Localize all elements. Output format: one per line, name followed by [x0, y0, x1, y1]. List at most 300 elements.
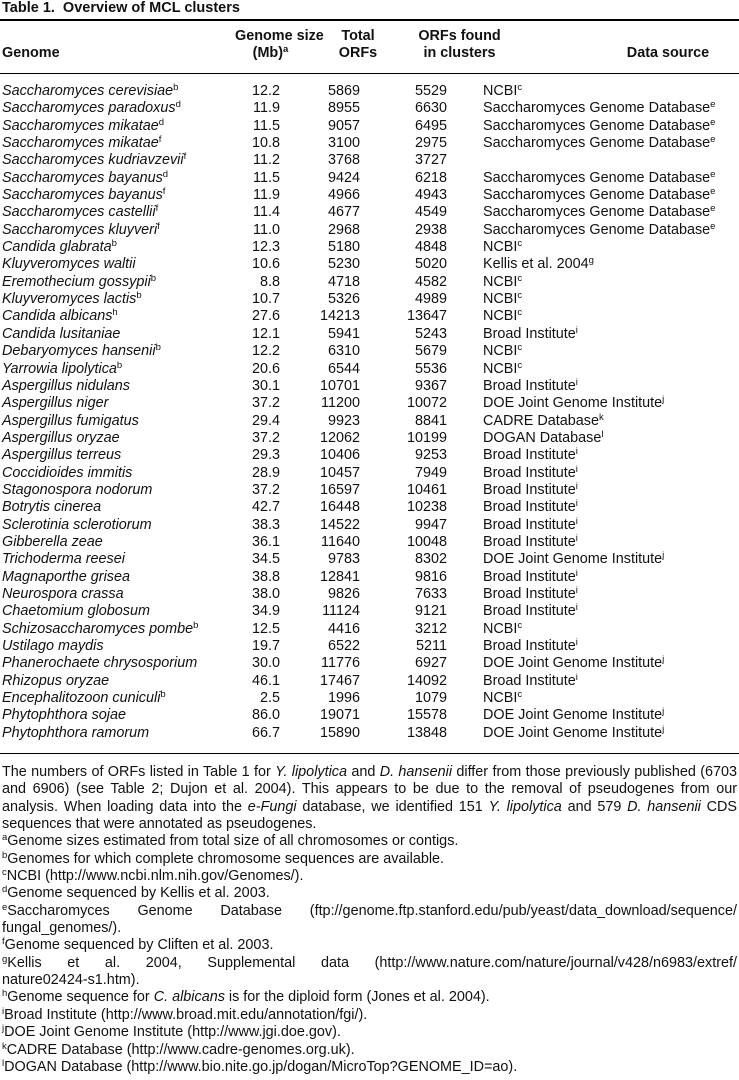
cell-data-source: DOE Joint Genome Institute$^j$ — [483, 706, 665, 724]
cell-genome: Stagonospora nodorum — [2, 481, 153, 498]
table-row — [0, 170, 739, 187]
footnote-marker: i — [575, 463, 578, 475]
cell-spacer — [447, 256, 483, 273]
cell-data-source: NCBI$^c$ — [483, 290, 523, 308]
cell-genome: Trichoderma reesei — [2, 551, 125, 568]
footnote-g-continued: nature02424-s1.htm). — [2, 972, 140, 989]
cell-data-source: NCBI$^c$ — [483, 238, 523, 256]
cell-genome: Botrytis cinerea — [2, 499, 102, 516]
footnote-marker: b — [173, 82, 179, 93]
cell-spacer — [447, 378, 483, 395]
cell-data-source: Kellis et al. 2004$^g$ — [483, 255, 594, 273]
table-row — [0, 534, 739, 551]
cell-total-orfs: 12841 — [319, 568, 360, 585]
cell-spacer — [447, 569, 483, 586]
cell-total-orfs: 3100 — [327, 135, 360, 152]
cell-genome-size: 11.9 — [253, 100, 280, 117]
cell-genome: Aspergillus nidulans — [2, 377, 130, 394]
table-row — [0, 482, 739, 499]
cell-orfs-in-clusters: 7949 — [414, 464, 447, 481]
cell-genome-size: 11.5 — [253, 169, 280, 186]
footnote-marker: d — [162, 168, 169, 180]
cell-genome-size: 12.2 — [251, 343, 280, 360]
cell-data-source: Saccharomyces Genome Database$^e$ — [483, 203, 716, 221]
footnote-d: $^d$Genome sequenced by Kellis et al. 2003. — [2, 884, 270, 902]
cell-data-source: DOE Joint Genome Institute$^j$ — [483, 654, 665, 672]
cell-genome-size: 12.2 — [251, 83, 280, 99]
cell-orfs-in-clusters: 2938 — [414, 221, 447, 238]
cell-genome-size: 10.7 — [251, 291, 280, 308]
cell-genome: Saccharomyces paradoxus$^d$ — [2, 99, 181, 117]
cell-genome-size: 2.5 — [259, 690, 280, 707]
cell-spacer — [447, 152, 483, 169]
cell-data-source: Broad Institute$^i$ — [483, 515, 578, 533]
cell-orfs-in-clusters: 13647 — [406, 308, 447, 325]
cell-data-source: Broad Institute$^i$ — [483, 463, 578, 481]
cell-total-orfs: 6544 — [327, 360, 360, 377]
cell-orfs-in-clusters: 2975 — [414, 135, 447, 152]
cell-orfs-in-clusters: 3212 — [414, 620, 447, 637]
header-data-source: Data source — [626, 44, 710, 61]
cell-total-orfs: 16597 — [319, 481, 360, 498]
footnote-j: $^j$DOE Joint Genome Institute (http://www.jgi.doe.gov). — [2, 1023, 341, 1041]
footnote-marker: b — [160, 689, 166, 701]
cell-total-orfs: 17467 — [319, 672, 360, 689]
cell-total-orfs: 10457 — [319, 464, 360, 481]
header-genome: Genome — [2, 44, 60, 61]
cell-spacer — [447, 534, 483, 551]
cell-data-source: Broad Institute$^i$ — [483, 671, 578, 689]
cell-genome-size: 12.5 — [251, 620, 280, 637]
cell-orfs-in-clusters: 15578 — [406, 707, 447, 724]
cell-genome-size: 38.3 — [251, 516, 280, 533]
notes-intro: The numbers of ORFs listed in Table 1 for Y. lipolytica and D. hansenii differ from those previously published (6703 and 6906) (see Table 2; Dujon et al. 2004). This appears to be due to the removal of pseudogenes from our analysis. When loading data into the e-Fungi database, we identified 151 Y. lipolytica and 579 D. hansenii CDS sequences that were annotated as pseudogenes. — [2, 764, 738, 833]
table-label: Table 1. — [2, 0, 55, 16]
cell-data-source: NCBI$^c$ — [483, 619, 523, 637]
footnote-marker: b — [111, 238, 117, 250]
footnote-marker: j — [662, 550, 665, 562]
cell-spacer — [447, 308, 483, 325]
cell-genome-size: 46.1 — [251, 672, 280, 689]
footnote-marker: i — [575, 637, 578, 648]
cell-data-source: Saccharomyces Genome Database$^e$ — [483, 186, 716, 204]
table-title: Overview of MCL clusters — [62, 0, 240, 16]
cell-total-orfs: 10701 — [319, 377, 360, 394]
footnote-marker: e — [710, 186, 716, 198]
cell-spacer — [447, 517, 483, 534]
table-row — [0, 465, 739, 482]
header-row — [0, 28, 739, 61]
table-row — [0, 673, 739, 690]
cell-data-source: NCBI$^c$ — [483, 689, 523, 707]
cell-spacer — [447, 361, 483, 378]
cell-genome-size: 86.0 — [251, 707, 280, 724]
footnote-marker: i — [575, 376, 578, 388]
table-row — [0, 603, 739, 620]
header-rule — [0, 73, 739, 74]
header-orfs-in-clusters: ORFs found in clusters — [418, 28, 501, 61]
table-row — [0, 569, 739, 586]
footnote-marker: c — [517, 272, 523, 284]
footnote-marker: i — [575, 498, 578, 510]
table-row — [0, 152, 739, 169]
footnote-marker: e — [710, 203, 716, 215]
cell-orfs-in-clusters: 9816 — [414, 568, 447, 585]
cell-genome-size: 36.1 — [251, 533, 280, 550]
footnote-k: $^k$CADRE Database (http://www.cadre-genomes.org.uk). — [2, 1040, 355, 1058]
cell-genome: Debaryomyces hansenii$^b$ — [2, 342, 161, 360]
cell-orfs-in-clusters: 6495 — [414, 117, 447, 134]
cell-total-orfs: 14213 — [319, 308, 360, 325]
footnote-marker: i — [575, 567, 578, 579]
footnote-marker: e — [710, 220, 716, 232]
cell-genome-size: 10.8 — [251, 135, 280, 152]
cell-genome-size: 12.3 — [251, 239, 280, 256]
cell-genome-size: 11.5 — [253, 117, 280, 134]
footnote-f: $^f$Genome sequenced by Cliften et al. 2003. — [2, 936, 274, 954]
footnote-marker: b — [116, 359, 123, 371]
cell-data-source: Saccharomyces Genome Database$^e$ — [483, 220, 716, 238]
cell-data-source: Broad Institute$^i$ — [483, 602, 578, 620]
footnote-marker: e — [710, 116, 716, 128]
cell-total-orfs: 3768 — [327, 152, 360, 169]
cell-total-orfs: 11200 — [321, 395, 360, 412]
table-row — [0, 551, 739, 568]
cell-genome-size: 11.4 — [253, 204, 280, 221]
cell-orfs-in-clusters: 4549 — [414, 204, 447, 221]
cell-total-orfs: 9057 — [327, 117, 360, 134]
cell-total-orfs: 9424 — [327, 169, 360, 186]
cell-orfs-in-clusters: 5020 — [414, 256, 447, 273]
cell-genome: Magnaporthe grisea — [2, 568, 130, 585]
cell-data-source: Broad Institute$^i$ — [483, 324, 578, 342]
table-row — [0, 690, 739, 707]
cell-orfs-in-clusters: 10048 — [406, 533, 447, 550]
cell-data-source: Broad Institute$^i$ — [483, 584, 578, 602]
cell-genome-size: 10.6 — [251, 256, 280, 273]
cell-genome: Aspergillus niger — [2, 395, 109, 412]
cell-genome: Aspergillus oryzae — [2, 429, 120, 446]
cell-orfs-in-clusters: 3727 — [414, 152, 447, 169]
cell-spacer — [447, 655, 483, 672]
table-row — [0, 204, 739, 221]
cell-data-source: DOE Joint Genome Institute$^j$ — [483, 550, 665, 568]
cell-spacer — [447, 638, 483, 655]
cell-total-orfs: 5941 — [327, 325, 360, 342]
table-row — [0, 256, 739, 273]
cell-orfs-in-clusters: 14092 — [406, 672, 447, 689]
cell-genome-size: 38.8 — [251, 568, 280, 585]
footnote-marker: c — [517, 689, 523, 701]
footnote-marker: j — [662, 723, 665, 735]
footnote-c: $^c$NCBI (http://www.ncbi.nlm.nih.gov/Genomes/). — [2, 867, 304, 885]
footnote-marker: f — [155, 203, 159, 215]
footnote-marker: f — [162, 186, 166, 198]
table-row — [0, 222, 739, 239]
table-row — [0, 100, 739, 117]
cell-spacer — [447, 83, 483, 100]
cell-spacer — [447, 430, 483, 447]
cell-genome: Saccharomyces bayanus$^d$ — [2, 168, 169, 186]
cell-total-orfs: 8955 — [327, 100, 360, 117]
table-body — [0, 83, 739, 742]
cell-data-source: DOE Joint Genome Institute$^j$ — [483, 394, 665, 412]
cell-genome-size: 12.1 — [251, 325, 280, 342]
table-row — [0, 291, 739, 308]
cell-total-orfs: 6310 — [327, 343, 360, 360]
cell-spacer — [447, 395, 483, 412]
cell-data-source: Broad Institute$^i$ — [483, 637, 578, 654]
table-row — [0, 725, 739, 742]
table-row — [0, 517, 739, 534]
cell-total-orfs: 5869 — [327, 83, 360, 99]
cell-orfs-in-clusters: 5679 — [414, 343, 447, 360]
table-row — [0, 395, 739, 412]
cell-spacer — [447, 187, 483, 204]
cell-orfs-in-clusters: 10238 — [406, 499, 447, 516]
footnote-marker: i — [575, 602, 578, 614]
cell-total-orfs: 14522 — [319, 516, 360, 533]
cell-genome: Candida glabrata$^b$ — [2, 238, 117, 256]
cell-total-orfs: 11776 — [321, 655, 360, 672]
header-total-orfs: Total ORFs — [338, 28, 378, 61]
footnote-marker: i — [575, 515, 578, 527]
footnote-marker: i — [575, 446, 578, 458]
cell-genome: Sclerotinia sclerotiorum — [2, 516, 152, 533]
cell-orfs-in-clusters: 6218 — [414, 169, 447, 186]
cell-data-source: Broad Institute$^i$ — [483, 498, 578, 516]
cell-genome: Ustilago maydis — [2, 638, 104, 654]
cell-total-orfs: 12062 — [319, 429, 360, 446]
cell-genome-size: 11.0 — [253, 221, 280, 238]
cell-data-source: Saccharomyces Genome Database$^e$ — [483, 99, 716, 117]
cell-data-source: Broad Institute$^i$ — [483, 446, 578, 464]
cell-orfs-in-clusters: 4943 — [414, 187, 447, 204]
cell-data-source: Broad Institute$^i$ — [483, 532, 578, 550]
cell-genome: Eremothecium gossypii$^b$ — [2, 272, 157, 290]
footnote-marker: e — [710, 168, 716, 180]
footnote-marker: b — [155, 342, 161, 354]
cell-spacer — [447, 135, 483, 152]
cell-total-orfs: 16448 — [319, 499, 360, 516]
cell-orfs-in-clusters: 5529 — [414, 83, 447, 99]
cell-genome: Phytophthora ramorum — [2, 724, 150, 741]
table-row — [0, 378, 739, 395]
cell-total-orfs: 11124 — [322, 603, 360, 620]
footnote-marker: j — [662, 654, 665, 666]
table-caption — [2, 0, 240, 17]
cell-genome-size: 29.3 — [251, 447, 280, 464]
cell-data-source: NCBI$^c$ — [483, 342, 523, 360]
footnote-marker: i — [575, 324, 578, 336]
cell-total-orfs: 2968 — [327, 221, 360, 238]
footnote-marker: b — [193, 619, 199, 631]
cell-genome: Encephalitozoon cuniculi$^b$ — [2, 689, 166, 707]
footnote-h: $^h$Genome sequence for C. albicans is for the diploid form (Jones et al. 2004). — [2, 988, 490, 1006]
cell-total-orfs: 5326 — [327, 291, 360, 308]
footnote-marker: f — [183, 151, 187, 163]
table-row — [0, 430, 739, 447]
cell-genome: Saccharomyces kudriavzevii$^f$ — [2, 151, 187, 169]
footnote-marker: d — [158, 116, 165, 128]
cell-spacer — [447, 690, 483, 707]
cell-orfs-in-clusters: 10072 — [406, 395, 447, 412]
cell-spacer — [447, 482, 483, 499]
cell-genome-size: 27.6 — [251, 308, 280, 325]
footnote-e-continued: fungal_genomes/). — [2, 920, 122, 937]
cell-genome: Rhizopus oryzae — [2, 672, 110, 689]
cell-genome-size: 66.7 — [251, 724, 280, 741]
table-notes — [2, 764, 737, 1076]
cell-total-orfs: 6522 — [327, 638, 360, 654]
cell-total-orfs: 15890 — [319, 724, 360, 741]
cell-data-source: NCBI$^c$ — [483, 307, 523, 325]
table-row — [0, 239, 739, 256]
cell-data-source: Saccharomyces Genome Database$^e$ — [483, 116, 716, 134]
cell-genome: Phanerochaete chrysosporium — [2, 655, 198, 672]
footnote-marker: c — [517, 82, 523, 93]
cell-genome: Kluyveromyces lactis$^b$ — [2, 290, 142, 308]
cell-genome: Coccidioides immitis — [2, 464, 133, 481]
cell-spacer — [447, 673, 483, 690]
cell-genome-size: 30.0 — [251, 655, 280, 672]
data-table — [0, 83, 739, 742]
cell-spacer — [447, 343, 483, 360]
cell-spacer — [447, 100, 483, 117]
footnote-marker: b — [136, 290, 142, 302]
table-row — [0, 447, 739, 464]
table-row — [0, 499, 739, 516]
cell-spacer — [447, 222, 483, 239]
cell-total-orfs: 1996 — [327, 690, 360, 707]
footnote-marker: j — [662, 706, 665, 718]
footnote-marker: g — [588, 255, 594, 267]
cell-genome: Schizosaccharomyces pombe$^b$ — [2, 619, 199, 637]
cell-genome-size: 8.8 — [259, 273, 280, 290]
footnote-marker: f — [158, 134, 162, 146]
cell-orfs-in-clusters: 9253 — [414, 447, 447, 464]
table-row — [0, 118, 739, 135]
cell-spacer — [447, 291, 483, 308]
cell-genome: Candida lusitaniae — [2, 325, 121, 342]
footnote-marker: e — [710, 99, 716, 111]
cell-spacer — [447, 465, 483, 482]
footnote-marker: c — [517, 619, 523, 631]
footnote-a: $^a$Genome sizes estimated from total size of all chromosomes or contigs. — [2, 832, 459, 850]
cell-genome: Kluyveromyces waltii — [2, 256, 136, 273]
cell-spacer — [447, 274, 483, 291]
cell-orfs-in-clusters: 5536 — [414, 360, 447, 377]
cell-genome-size: 11.2 — [253, 152, 280, 169]
cell-spacer — [447, 707, 483, 724]
cell-genome-size: 37.2 — [251, 429, 280, 446]
cell-genome-size: 20.6 — [251, 360, 280, 377]
header-genome-size: Genome size $(Mb)^a$ — [235, 28, 324, 61]
table-row — [0, 135, 739, 152]
cell-data-source: Broad Institute$^i$ — [483, 480, 578, 498]
cell-data-source: Saccharomyces Genome Database$^e$ — [483, 134, 716, 152]
cell-genome-size: 19.7 — [251, 638, 280, 654]
cell-data-source — [483, 152, 739, 169]
footnote-marker: f — [157, 220, 160, 232]
cell-data-source: Broad Institute$^i$ — [483, 567, 578, 585]
cell-orfs-in-clusters: 5211 — [416, 638, 447, 654]
cell-data-source: DOE Joint Genome Institute$^j$ — [483, 723, 665, 741]
cell-genome: Saccharomyces cerevisiae$^b$ — [2, 82, 179, 99]
cell-genome: Phytophthora sojae — [2, 707, 127, 724]
cell-spacer — [447, 239, 483, 256]
footnote-i: $^i$Broad Institute (http://www.broad.mit.edu/annotation/fgi/). — [2, 1005, 368, 1023]
footnote-g: $^g$Kellis et al. 2004, Supplemental data (http://www.nature.com/nature/journal/v428/n6983/extref/ — [2, 953, 737, 971]
footnote-marker: i — [575, 480, 578, 492]
table-row — [0, 326, 739, 343]
cell-genome-size: 42.7 — [251, 499, 280, 516]
footnote-marker: c — [517, 359, 523, 371]
cell-genome-size: 29.4 — [251, 412, 280, 429]
table-row — [0, 638, 739, 655]
cell-total-orfs: 9826 — [327, 585, 360, 602]
cell-orfs-in-clusters: 7633 — [414, 585, 447, 602]
cell-orfs-in-clusters: 6927 — [414, 655, 447, 672]
cell-spacer — [447, 170, 483, 187]
table-row — [0, 361, 739, 378]
table-row — [0, 413, 739, 430]
cell-genome: Aspergillus terreus — [2, 447, 122, 464]
table-row — [0, 655, 739, 672]
cell-genome: Saccharomyces bayanus$^f$ — [2, 186, 166, 204]
cell-orfs-in-clusters: 4848 — [414, 239, 447, 256]
cell-genome-size: 37.2 — [251, 481, 280, 498]
footnote-e: $^e$Saccharomyces Genome Database (ftp://genome.ftp.stanford.edu/pub/yeast/data_download/sequence/ — [2, 901, 737, 919]
cell-spacer — [447, 326, 483, 343]
header-spacer — [503, 28, 539, 61]
cell-data-source: Saccharomyces Genome Database$^e$ — [483, 168, 716, 186]
footnote-marker: c — [517, 342, 523, 354]
header-table — [0, 28, 739, 61]
cell-total-orfs: 11640 — [321, 533, 360, 550]
footnote-marker: l — [601, 428, 604, 440]
table-row — [0, 274, 739, 291]
cell-data-source: CADRE Database$^k$ — [483, 411, 604, 429]
footnote-marker: b — [150, 272, 157, 284]
cell-orfs-in-clusters: 1079 — [414, 690, 447, 707]
cell-genome: Chaetomium globosum — [2, 603, 150, 620]
cell-spacer — [447, 586, 483, 603]
cell-orfs-in-clusters: 4989 — [414, 291, 447, 308]
cell-genome: Saccharomyces mikatae$^f$ — [2, 134, 162, 152]
cell-total-orfs: 19071 — [319, 707, 360, 724]
top-rule — [0, 19, 739, 21]
cell-genome: Saccharomyces castellii$^f$ — [2, 203, 159, 221]
cell-orfs-in-clusters: 8841 — [414, 412, 447, 429]
cell-spacer — [447, 204, 483, 221]
footnote-marker: h — [112, 307, 118, 319]
cell-genome: Neurospora crassa — [2, 585, 124, 602]
cell-orfs-in-clusters: 10461 — [406, 481, 447, 498]
cell-total-orfs: 9783 — [327, 551, 360, 568]
cell-orfs-in-clusters: 13848 — [406, 724, 447, 741]
cell-total-orfs: 5230 — [327, 256, 360, 273]
footnote-marker: i — [575, 532, 578, 544]
footnote-marker: c — [517, 307, 523, 319]
footnote-list — [2, 833, 737, 1076]
cell-genome: Aspergillus fumigatus — [2, 412, 139, 429]
cell-data-source: NCBI$^c$ — [483, 272, 523, 290]
cell-genome-size: 37.2 — [251, 395, 280, 412]
cell-data-source: DOGAN Database$^l$ — [483, 428, 604, 446]
cell-total-orfs: 10406 — [319, 447, 360, 464]
footnote-marker: k — [598, 411, 604, 423]
